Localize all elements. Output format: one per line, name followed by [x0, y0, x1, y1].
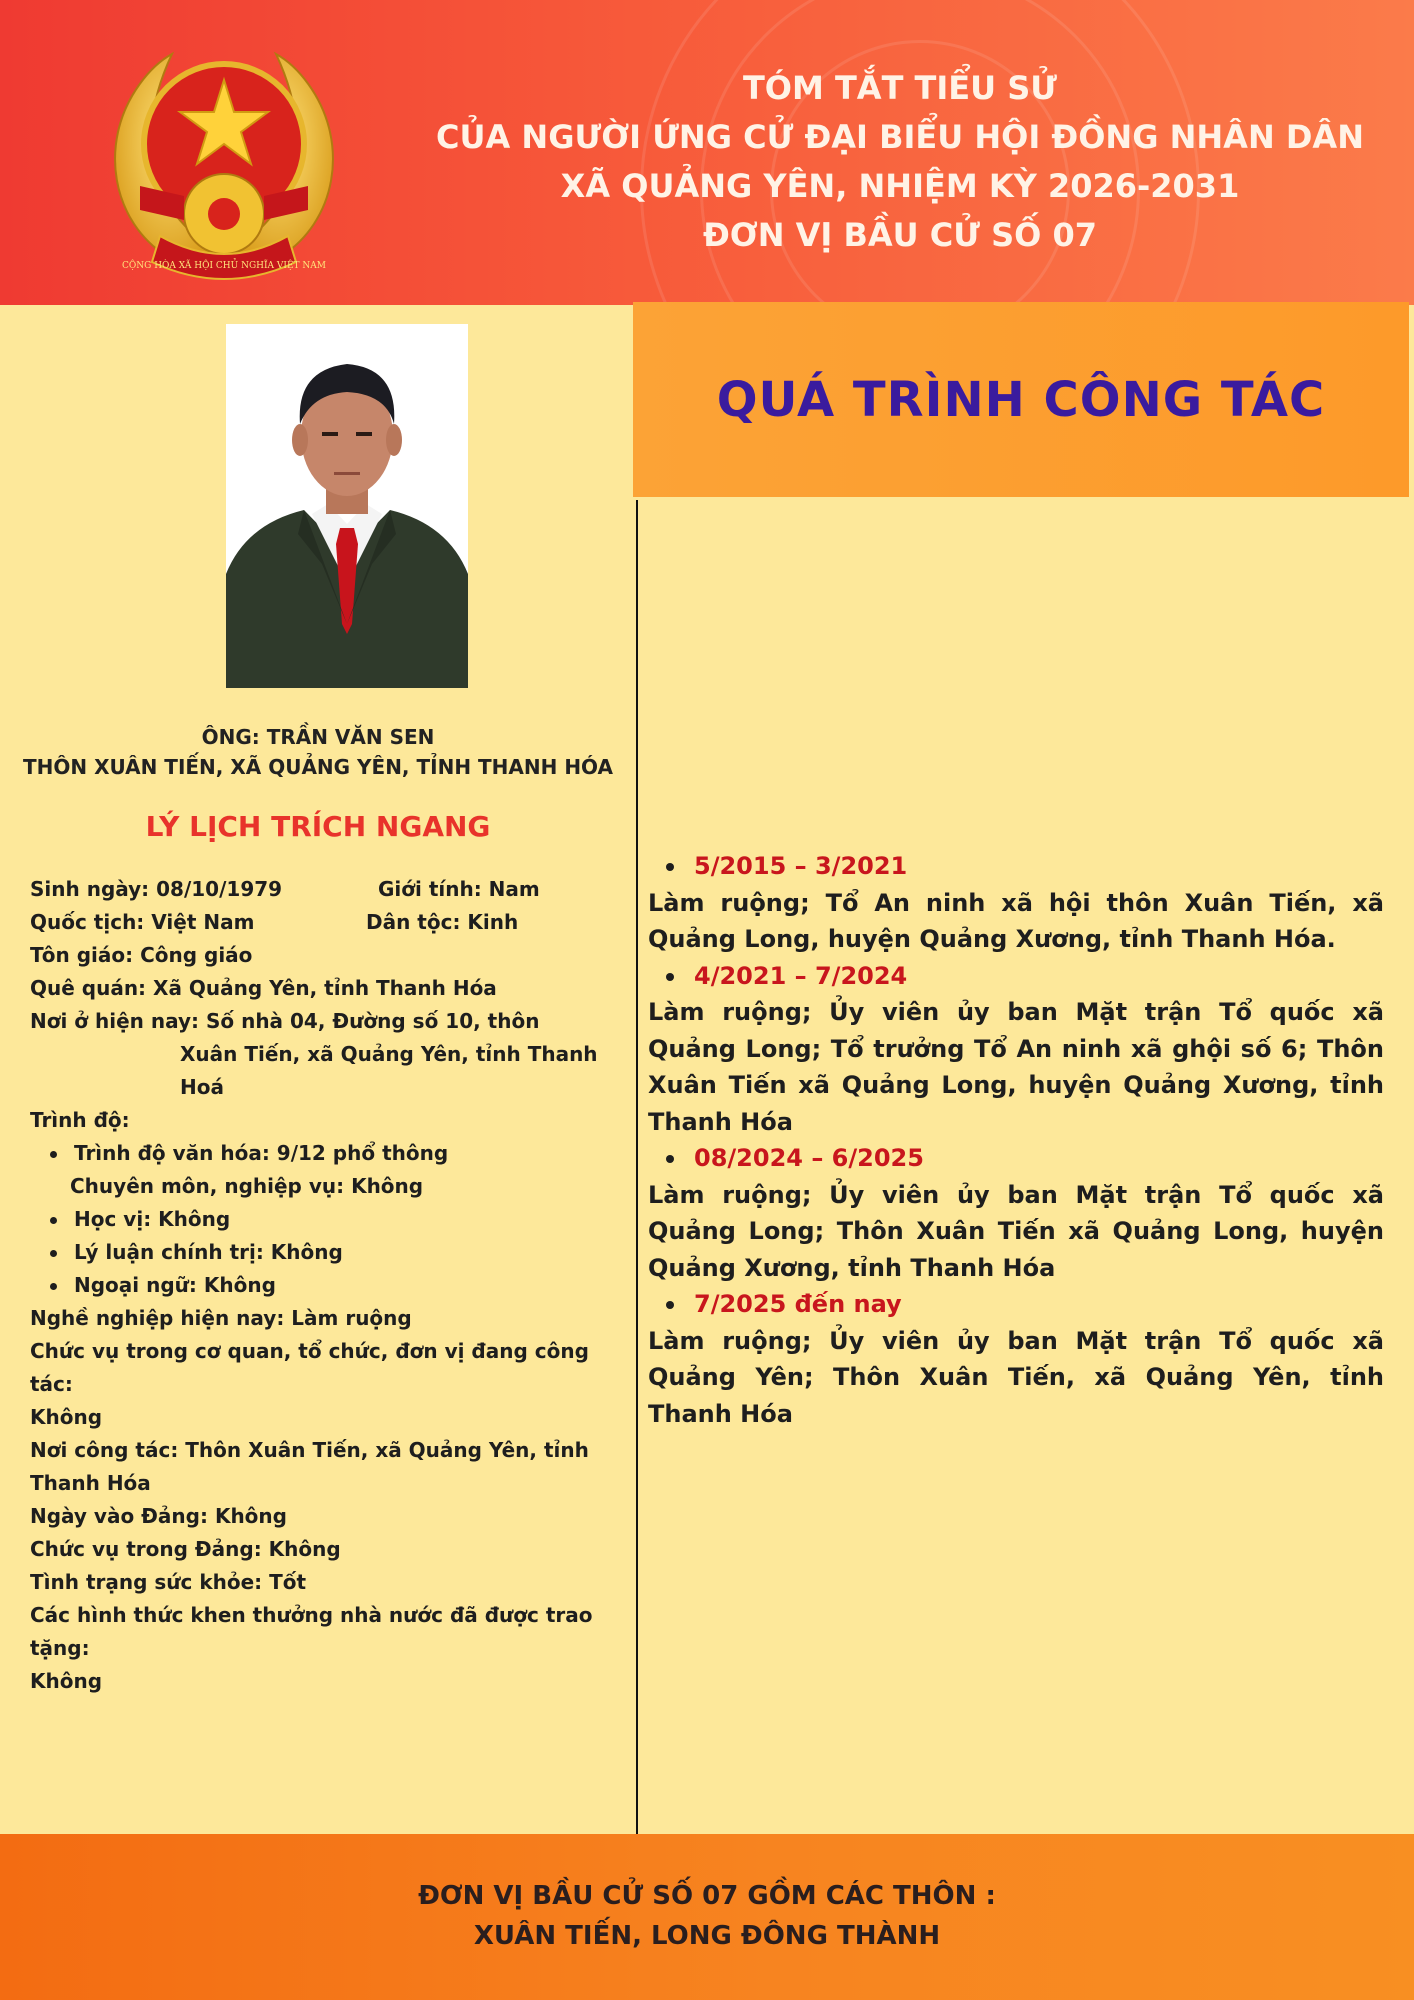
- national-emblem-icon: [100, 36, 348, 286]
- candidate-photo: [226, 324, 468, 688]
- bio-section-title: LÝ LỊCH TRÍCH NGANG: [145, 810, 491, 843]
- residence-line-1: Nơi ở hiện nay: Số nhà 04, Đường số 10, thôn: [30, 1009, 540, 1033]
- title-line: CỦA NGƯỜI ỨNG CỬ ĐẠI BIỂU HỘI ĐỒNG NHÂN DÂN: [436, 118, 1364, 156]
- awards-line-1: Các hình thức khen thưởng nhà nước đã được trao tặng:: [30, 1603, 593, 1660]
- document-title: [420, 64, 1380, 260]
- portrait-image: [226, 324, 468, 688]
- party-position: Chức vụ trong Đảng: Không: [30, 1537, 341, 1561]
- bio-details: [30, 873, 630, 1698]
- candidate-address: THÔN XUÂN TIẾN, XÃ QUẢNG YÊN, TỈNH THANH HÓA: [23, 755, 613, 779]
- education-list: [30, 1137, 630, 1302]
- candidate-name-block: [0, 722, 636, 782]
- health-status: Tình trạng sức khỏe: Tốt: [30, 1570, 307, 1594]
- list-item: Lý luận chính trị: Không: [42, 1236, 630, 1269]
- work-period: 4/2021 – 7/2024: [648, 958, 1384, 995]
- position-line-1: Chức vụ trong cơ quan, tổ chức, đơn vị đang công tác:: [30, 1339, 589, 1396]
- workplace-line-1: Nơi công tác: Thôn Xuân Tiến, xã Quảng Yên, tỉnh: [30, 1438, 589, 1462]
- work-history-banner: [633, 302, 1409, 497]
- hometown: Quê quán: Xã Quảng Yên, tỉnh Thanh Hóa: [30, 976, 497, 1000]
- title-line: ĐƠN VỊ BẦU CỬ SỐ 07: [702, 216, 1098, 254]
- religion: Tôn giáo: Công giáo: [30, 943, 253, 967]
- svg-text:CỘNG HÒA XÃ HỘI CHỦ NGHĨA VIỆT: CỘNG HÒA XÃ HỘI CHỦ NGHĨA VIỆT NAM: [122, 261, 326, 271]
- work-period: 08/2024 – 6/2025: [648, 1140, 1384, 1177]
- bio-row: [30, 906, 630, 939]
- list-item: Ngoại ngữ: Không: [42, 1269, 630, 1302]
- education-label: Trình độ:: [30, 1108, 130, 1132]
- party-join-date: Ngày vào Đảng: Không: [30, 1504, 287, 1528]
- work-description: Làm ruộng; Ủy viên ủy ban Mặt trận Tổ quốc xã Quảng Long; Thôn Xuân Tiến xã Quảng Long, huyện Quảng Xương, tỉnh Thanh Hóa: [648, 1180, 1384, 1282]
- work-description: Làm ruộng; Ủy viên ủy ban Mặt trận Tổ quốc xã Quảng Yên; Thôn Xuân Tiến, xã Quảng Yên, tỉnh Thanh Hóa: [648, 1326, 1384, 1428]
- nationality: Quốc tịch: Việt Nam: [30, 910, 255, 934]
- list-item: Chuyên môn, nghiệp vụ: Không: [70, 1174, 424, 1198]
- candidate-name: ÔNG: TRẦN VĂN SEN: [201, 725, 435, 749]
- work-period: 7/2025 đến nay: [648, 1286, 1384, 1323]
- work-description: Làm ruộng; Tổ An ninh xã hội thôn Xuân Tiến, xã Quảng Long, huyện Quảng Xương, tỉnh Thanh Hóa.: [648, 888, 1384, 953]
- list-item: Trình độ văn hóa: 9/12 phổ thông: [42, 1137, 630, 1170]
- gender: Giới tính: Nam: [378, 877, 540, 901]
- column-divider: [636, 500, 638, 1834]
- list-item: Học vị: Không: [42, 1203, 630, 1236]
- position-line-2: Không: [30, 1405, 103, 1429]
- work-period: 5/2015 – 3/2021: [648, 848, 1384, 885]
- work-history-title: QUÁ TRÌNH CÔNG TÁC: [716, 371, 1326, 428]
- residence-line-2: Xuân Tiến, xã Quảng Yên, tỉnh Thanh Hoá: [180, 1042, 598, 1099]
- birth-date: Sinh ngày: 08/10/1979: [30, 877, 283, 901]
- work-history-list: [648, 848, 1384, 1432]
- occupation: Nghề nghiệp hiện nay: Làm ruộng: [30, 1306, 412, 1330]
- footer-banner: [0, 1834, 1414, 2000]
- title-line: XÃ QUẢNG YÊN, NHIỆM KỲ 2026-2031: [560, 167, 1240, 205]
- header-banner: [0, 0, 1414, 305]
- footer-line-1: ĐƠN VỊ BẦU CỬ SỐ 07 GỒM CÁC THÔN :: [418, 1881, 996, 1911]
- title-line: TÓM TẮT TIỂU SỬ: [742, 69, 1058, 107]
- footer-line-2: XUÂN TIẾN, LONG ĐÔNG THÀNH: [473, 1921, 941, 1951]
- work-description: Làm ruộng; Ủy viên ủy ban Mặt trận Tổ quốc xã Quảng Long; Tổ trưởng Tổ An ninh xã ghội số 6; Thôn Xuân Tiến xã Quảng Long, huyện Quảng Xương, tỉnh Thanh Hóa: [648, 998, 1384, 1136]
- workplace-line-2: Thanh Hóa: [30, 1471, 151, 1495]
- ethnicity: Dân tộc: Kinh: [366, 910, 519, 934]
- awards-line-2: Không: [30, 1669, 103, 1693]
- bio-row: [30, 873, 630, 906]
